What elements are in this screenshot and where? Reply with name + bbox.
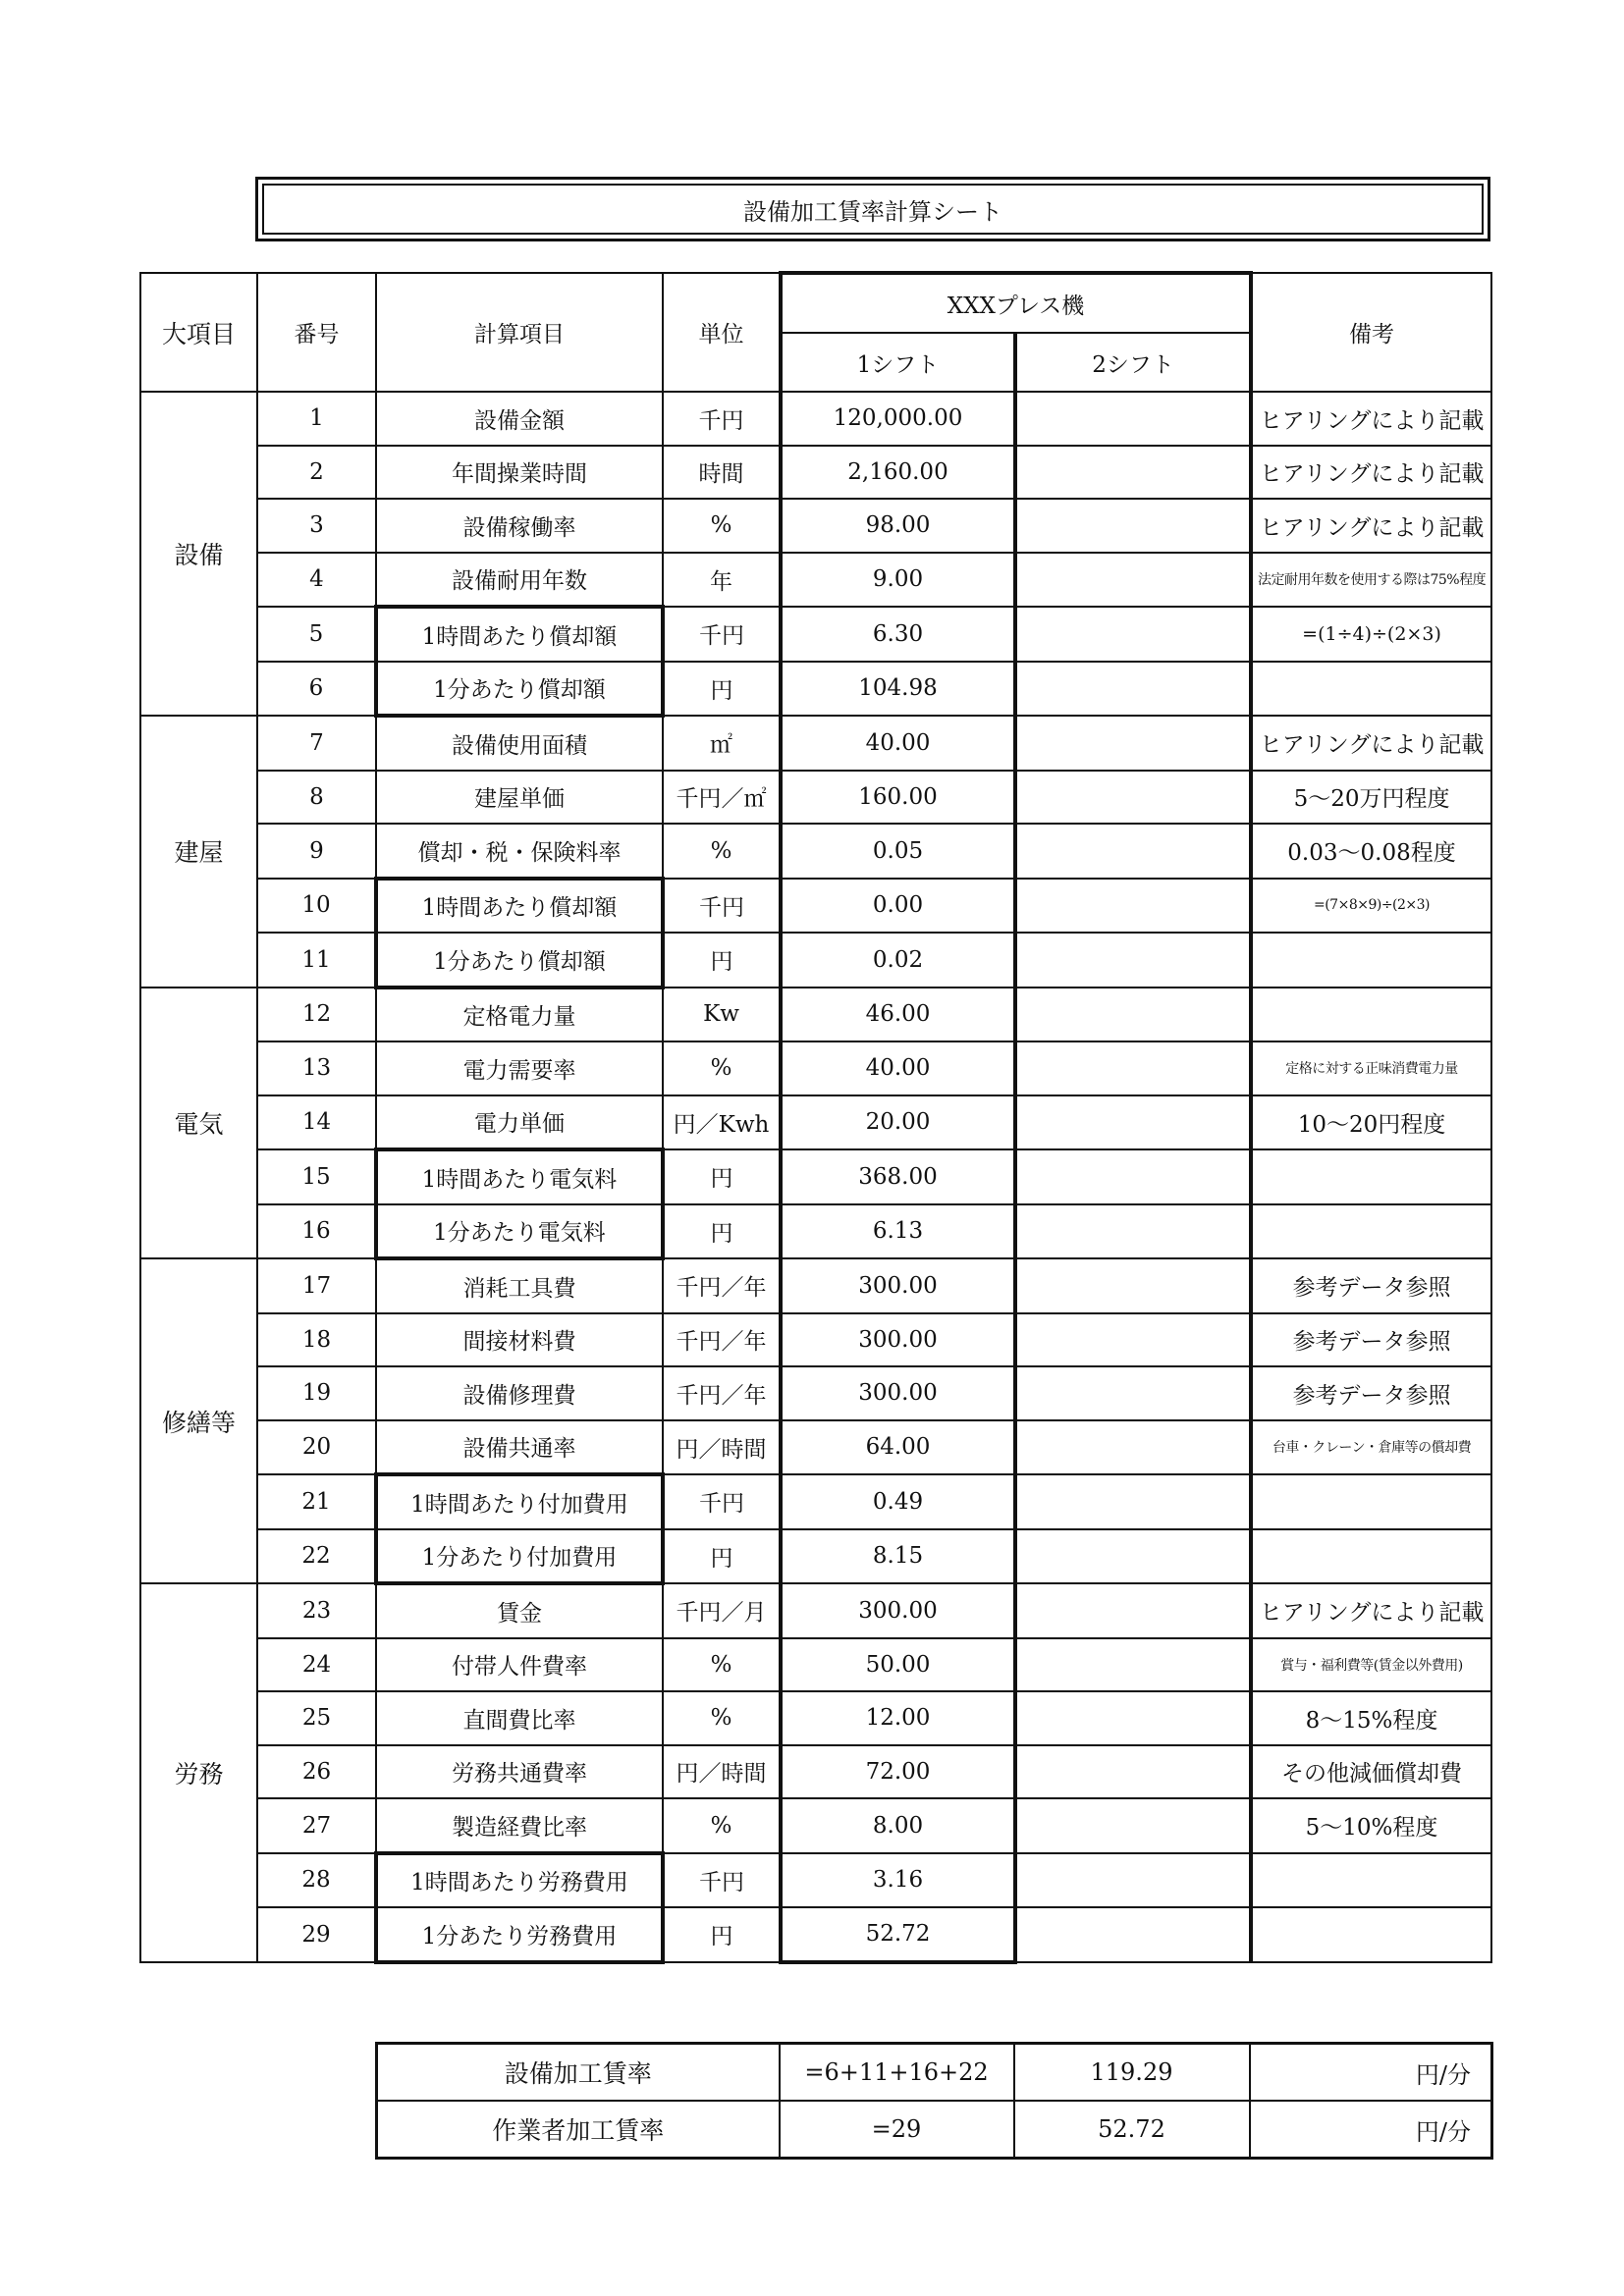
item-name: 賃金 <box>376 1583 663 1638</box>
shift1-value: 0.05 <box>781 824 1015 879</box>
item-name: 1時間あたり償却額 <box>376 607 663 662</box>
row-number: 22 <box>257 1529 376 1584</box>
shift2-value <box>1015 1745 1251 1799</box>
sheet-title-box <box>255 177 1490 241</box>
note-cell: 8～15%程度 <box>1251 1691 1491 1745</box>
row-number: 18 <box>257 1313 376 1367</box>
header-machine: XXXプレス機 <box>781 273 1251 333</box>
category-label: 設備 <box>140 392 257 716</box>
category-label: 建屋 <box>140 716 257 988</box>
header-item: 計算項目 <box>376 273 663 392</box>
shift1-value: 40.00 <box>781 716 1015 771</box>
summary-row <box>377 2101 1492 2159</box>
note-cell: ヒアリングにより記載 <box>1251 446 1491 500</box>
note-cell <box>1251 1149 1491 1204</box>
shift2-value <box>1015 1149 1251 1204</box>
unit-cell: 千円 <box>663 392 781 446</box>
table-row <box>140 1204 1491 1259</box>
shift1-value: 300.00 <box>781 1583 1015 1638</box>
shift2-value <box>1015 1853 1251 1908</box>
summary-value: 52.72 <box>1014 2101 1250 2159</box>
note-cell: ヒアリングにより記載 <box>1251 1583 1491 1638</box>
shift1-value: 0.00 <box>781 879 1015 934</box>
item-name: 1時間あたり付加費用 <box>376 1474 663 1529</box>
unit-cell: 円／時間 <box>663 1420 781 1475</box>
row-number: 8 <box>257 771 376 825</box>
unit-cell: 千円 <box>663 879 781 934</box>
shift2-value <box>1015 446 1251 500</box>
shift1-value: 368.00 <box>781 1149 1015 1204</box>
row-number: 23 <box>257 1583 376 1638</box>
item-name: 1時間あたり電気料 <box>376 1149 663 1204</box>
unit-cell: % <box>663 1041 781 1095</box>
row-number: 9 <box>257 824 376 879</box>
shift2-value <box>1015 1529 1251 1584</box>
table-row <box>140 1853 1491 1908</box>
summary-row <box>377 2044 1492 2102</box>
unit-cell: 円 <box>663 662 781 717</box>
note-cell: 参考データ参照 <box>1251 1313 1491 1367</box>
shift1-value: 40.00 <box>781 1041 1015 1095</box>
unit-cell: 千円 <box>663 1474 781 1529</box>
shift2-value <box>1015 553 1251 608</box>
table-row <box>140 1095 1491 1150</box>
row-number: 19 <box>257 1366 376 1420</box>
note-cell <box>1251 933 1491 988</box>
header-shift1: 1シフト <box>781 333 1015 392</box>
unit-cell: 時間 <box>663 446 781 500</box>
shift2-value <box>1015 607 1251 662</box>
note-cell: ヒアリングにより記載 <box>1251 716 1491 771</box>
item-name: 電力需要率 <box>376 1041 663 1095</box>
shift2-value <box>1015 1583 1251 1638</box>
unit-cell: ㎡ <box>663 716 781 771</box>
note-cell: 賞与・福利費等(賃金以外費用) <box>1251 1638 1491 1692</box>
unit-cell: 千円 <box>663 607 781 662</box>
row-number: 21 <box>257 1474 376 1529</box>
shift1-value: 0.49 <box>781 1474 1015 1529</box>
row-number: 7 <box>257 716 376 771</box>
row-number: 20 <box>257 1420 376 1475</box>
unit-cell: 円 <box>663 1204 781 1259</box>
table-row <box>140 392 1491 446</box>
item-name: 1分あたり労務費用 <box>376 1907 663 1962</box>
unit-cell: 千円／月 <box>663 1583 781 1638</box>
unit-cell: 円／時間 <box>663 1745 781 1799</box>
category-label: 電気 <box>140 988 257 1259</box>
table-row <box>140 499 1491 553</box>
unit-cell: 千円／年 <box>663 1258 781 1313</box>
shift1-value: 50.00 <box>781 1638 1015 1692</box>
header-number: 番号 <box>257 273 376 392</box>
shift2-value <box>1015 1691 1251 1745</box>
shift2-value <box>1015 1041 1251 1095</box>
unit-cell: 円 <box>663 1149 781 1204</box>
summary-unit: 円/分 <box>1250 2044 1492 2102</box>
row-number: 12 <box>257 988 376 1042</box>
note-cell: 参考データ参照 <box>1251 1366 1491 1420</box>
note-cell <box>1251 1204 1491 1259</box>
shift1-value: 8.00 <box>781 1798 1015 1853</box>
unit-cell: 千円／㎡ <box>663 771 781 825</box>
note-cell <box>1251 1529 1491 1584</box>
item-name: 設備稼働率 <box>376 499 663 553</box>
header-category: 大項目 <box>140 273 257 392</box>
row-number: 1 <box>257 392 376 446</box>
unit-cell: 千円／年 <box>663 1366 781 1420</box>
note-cell: 参考データ参照 <box>1251 1258 1491 1313</box>
table-row <box>140 1366 1491 1420</box>
note-cell <box>1251 1907 1491 1962</box>
item-name: 消耗工具費 <box>376 1258 663 1313</box>
shift2-value <box>1015 1638 1251 1692</box>
shift2-value <box>1015 771 1251 825</box>
item-name: 電力単価 <box>376 1095 663 1150</box>
note-cell: その他減価償却費 <box>1251 1745 1491 1799</box>
shift1-value: 6.30 <box>781 607 1015 662</box>
table-row <box>140 1258 1491 1313</box>
row-number: 27 <box>257 1798 376 1853</box>
note-cell <box>1251 662 1491 717</box>
sheet-title: 設備加工賃率計算シート <box>262 184 1484 235</box>
item-name: 建屋単価 <box>376 771 663 825</box>
shift1-value: 98.00 <box>781 499 1015 553</box>
shift1-value: 2,160.00 <box>781 446 1015 500</box>
note-cell: 定格に対する正味消費電力量 <box>1251 1041 1491 1095</box>
row-number: 16 <box>257 1204 376 1259</box>
item-name: 製造経費比率 <box>376 1798 663 1853</box>
item-name: 間接材料費 <box>376 1313 663 1367</box>
unit-cell: 千円 <box>663 1853 781 1908</box>
row-number: 14 <box>257 1095 376 1150</box>
unit-cell: 円 <box>663 1529 781 1584</box>
row-number: 2 <box>257 446 376 500</box>
table-row <box>140 879 1491 934</box>
shift1-value: 300.00 <box>781 1366 1015 1420</box>
shift1-value: 72.00 <box>781 1745 1015 1799</box>
item-name: 設備金額 <box>376 392 663 446</box>
item-name: 設備耐用年数 <box>376 553 663 608</box>
table-row <box>140 824 1491 879</box>
shift1-value: 20.00 <box>781 1095 1015 1150</box>
shift1-value: 8.15 <box>781 1529 1015 1584</box>
item-name: 1分あたり償却額 <box>376 662 663 717</box>
item-name: 定格電力量 <box>376 988 663 1042</box>
table-row <box>140 1041 1491 1095</box>
summary-formula: =6+11+16+22 <box>780 2044 1014 2102</box>
header-note: 備考 <box>1251 273 1491 392</box>
shift1-value: 300.00 <box>781 1313 1015 1367</box>
row-number: 6 <box>257 662 376 717</box>
summary-label: 設備加工賃率 <box>377 2044 780 2102</box>
table-row <box>140 1745 1491 1799</box>
table-row <box>140 1638 1491 1692</box>
shift1-value: 12.00 <box>781 1691 1015 1745</box>
table-row <box>140 1149 1491 1204</box>
note-cell: ヒアリングにより記載 <box>1251 499 1491 553</box>
header-shift2: 2シフト <box>1015 333 1251 392</box>
shift2-value <box>1015 1907 1251 1962</box>
shift2-value <box>1015 499 1251 553</box>
shift2-value <box>1015 879 1251 934</box>
row-number: 28 <box>257 1853 376 1908</box>
note-cell <box>1251 1474 1491 1529</box>
summary-table <box>375 2042 1493 2160</box>
shift1-value: 46.00 <box>781 988 1015 1042</box>
note-cell: 5～10%程度 <box>1251 1798 1491 1853</box>
shift2-value <box>1015 662 1251 717</box>
shift1-value: 120,000.00 <box>781 392 1015 446</box>
shift1-value: 64.00 <box>781 1420 1015 1475</box>
shift1-value: 0.02 <box>781 933 1015 988</box>
note-cell: 法定耐用年数を使用する際は75%程度 <box>1251 553 1491 608</box>
table-row <box>140 1420 1491 1475</box>
note-cell <box>1251 1853 1491 1908</box>
unit-cell: 円 <box>663 1907 781 1962</box>
note-cell: 10～20円程度 <box>1251 1095 1491 1150</box>
unit-cell: % <box>663 1638 781 1692</box>
note-cell: 0.03～0.08程度 <box>1251 824 1491 879</box>
shift1-value: 3.16 <box>781 1853 1015 1908</box>
shift2-value <box>1015 933 1251 988</box>
table-row <box>140 1583 1491 1638</box>
shift2-value <box>1015 716 1251 771</box>
unit-cell: % <box>663 824 781 879</box>
note-cell: =(1÷4)÷(2×3) <box>1251 607 1491 662</box>
shift2-value <box>1015 1366 1251 1420</box>
row-number: 15 <box>257 1149 376 1204</box>
item-name: 労務共通費率 <box>376 1745 663 1799</box>
item-name: 1分あたり付加費用 <box>376 1529 663 1584</box>
table-row <box>140 1474 1491 1529</box>
unit-cell: 千円／年 <box>663 1313 781 1367</box>
shift2-value <box>1015 988 1251 1042</box>
unit-cell: % <box>663 1798 781 1853</box>
summary-value: 119.29 <box>1014 2044 1250 2102</box>
shift1-value: 52.72 <box>781 1907 1015 1962</box>
row-number: 11 <box>257 933 376 988</box>
table-row <box>140 933 1491 988</box>
row-number: 13 <box>257 1041 376 1095</box>
header-unit: 単位 <box>663 273 781 392</box>
shift2-value <box>1015 1313 1251 1367</box>
shift1-value: 104.98 <box>781 662 1015 717</box>
row-number: 3 <box>257 499 376 553</box>
table-row <box>140 662 1491 717</box>
shift1-value: 6.13 <box>781 1204 1015 1259</box>
shift1-value: 9.00 <box>781 553 1015 608</box>
shift2-value <box>1015 1420 1251 1475</box>
item-name: 直間費比率 <box>376 1691 663 1745</box>
note-cell <box>1251 988 1491 1042</box>
table-row <box>140 1529 1491 1584</box>
note-cell: 台車・クレーン・倉庫等の償却費 <box>1251 1420 1491 1475</box>
item-name: 設備修理費 <box>376 1366 663 1420</box>
shift2-value <box>1015 1474 1251 1529</box>
row-number: 29 <box>257 1907 376 1962</box>
shift2-value <box>1015 392 1251 446</box>
item-name: 償却・税・保険料率 <box>376 824 663 879</box>
item-name: 1分あたり電気料 <box>376 1204 663 1259</box>
category-label: 修繕等 <box>140 1258 257 1583</box>
row-number: 10 <box>257 879 376 934</box>
summary-label: 作業者加工賃率 <box>377 2101 780 2159</box>
item-name: 1分あたり償却額 <box>376 933 663 988</box>
note-cell: =(7×8×9)÷(2×3) <box>1251 879 1491 934</box>
item-name: 設備使用面積 <box>376 716 663 771</box>
row-number: 24 <box>257 1638 376 1692</box>
row-number: 25 <box>257 1691 376 1745</box>
unit-cell: 年 <box>663 553 781 608</box>
table-row <box>140 446 1491 500</box>
item-name: 年間操業時間 <box>376 446 663 500</box>
table-row <box>140 771 1491 825</box>
table-row <box>140 553 1491 608</box>
row-number: 26 <box>257 1745 376 1799</box>
row-number: 5 <box>257 607 376 662</box>
shift1-value: 160.00 <box>781 771 1015 825</box>
unit-cell: Kw <box>663 988 781 1042</box>
item-name: 1時間あたり労務費用 <box>376 1853 663 1908</box>
unit-cell: % <box>663 1691 781 1745</box>
category-label: 労務 <box>140 1583 257 1962</box>
shift1-value: 300.00 <box>781 1258 1015 1313</box>
note-cell: 5～20万円程度 <box>1251 771 1491 825</box>
row-number: 17 <box>257 1258 376 1313</box>
summary-formula: =29 <box>780 2101 1014 2159</box>
shift2-value <box>1015 1258 1251 1313</box>
item-name: 付帯人件費率 <box>376 1638 663 1692</box>
shift2-value <box>1015 1798 1251 1853</box>
unit-cell: % <box>663 499 781 553</box>
table-row <box>140 607 1491 662</box>
unit-cell: 円 <box>663 933 781 988</box>
rate-calculation-table <box>139 271 1492 1964</box>
table-row <box>140 1798 1491 1853</box>
table-row <box>140 1907 1491 1962</box>
note-cell: ヒアリングにより記載 <box>1251 392 1491 446</box>
table-row <box>140 1691 1491 1745</box>
item-name: 1時間あたり償却額 <box>376 879 663 934</box>
table-row <box>140 1313 1491 1367</box>
table-row <box>140 988 1491 1042</box>
table-row <box>140 716 1491 771</box>
shift2-value <box>1015 1204 1251 1259</box>
unit-cell: 円／Kwh <box>663 1095 781 1150</box>
row-number: 4 <box>257 553 376 608</box>
summary-unit: 円/分 <box>1250 2101 1492 2159</box>
item-name: 設備共通率 <box>376 1420 663 1475</box>
shift2-value <box>1015 824 1251 879</box>
shift2-value <box>1015 1095 1251 1150</box>
